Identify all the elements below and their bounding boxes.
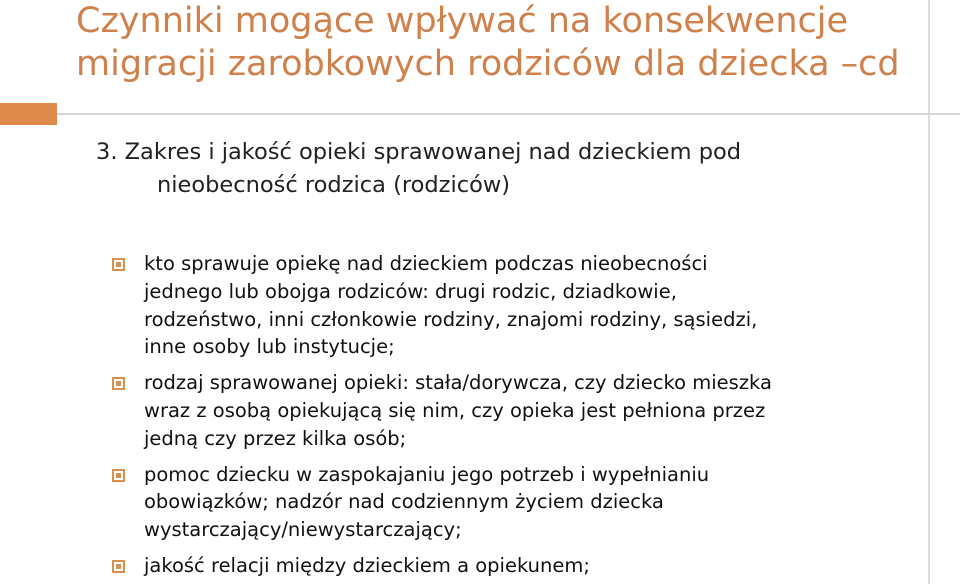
square-bullet-icon: [112, 560, 125, 573]
bullet-line: jakość relacji między dzieckiem a opiekunem;: [144, 553, 590, 577]
square-bullet-icon: [112, 377, 125, 390]
bullet-line: rodzeństwo, inni członkowie rodziny, znajomi rodziny, sąsiedzi,: [144, 307, 758, 331]
bullet-line: pomoc dziecku w zaspokajaniu jego potrzeb i wypełnianiu: [144, 462, 710, 486]
bullet-line: inne osoby lub instytucje;: [144, 335, 395, 359]
bullet-line: jedną czy przez kilka osób;: [144, 426, 407, 450]
section-heading-line-2: nieobecność rodzica (rodziców): [157, 172, 511, 198]
bullet-line: kto sprawuje opiekę nad dzieckiem podczas nieobecności: [144, 252, 708, 275]
section-heading: [96, 136, 896, 202]
slide-title-line-2: migracji zarobkowych rodziców dla dziecka –cd: [76, 44, 900, 84]
bullet-line: wraz z osobą opiekującą się nim, czy opieka jest pełniona przez: [144, 398, 766, 422]
bullet-item: [110, 250, 920, 361]
bullet-item: [110, 369, 920, 452]
title-accent-bar: [0, 103, 57, 125]
slide-right-border: [928, 0, 930, 584]
title-divider: [57, 113, 960, 115]
slide-title-line-1: Czynniki mogące wpływać na konsekwencje: [76, 1, 848, 41]
bullet-line: rodzaj sprawowanej opieki: stała/dorywcza, czy dziecko mieszka: [144, 371, 772, 395]
square-bullet-icon: [112, 469, 125, 482]
bullet-list: [110, 250, 920, 588]
bullet-item: [110, 461, 920, 544]
bullet-line: jednego lub obojga rodziców: drugi rodzic, dziadkowie,: [144, 279, 677, 303]
bullet-line: obowiązków; nadzór nad codziennym życiem dziecka: [144, 490, 664, 514]
bullet-line: wystarczający/niewystarczający;: [144, 518, 462, 542]
slide-title: [76, 0, 936, 86]
bullet-item: [110, 552, 920, 580]
square-bullet-icon: [112, 258, 125, 271]
section-heading-line-1: 3. Zakres i jakość opieki sprawowanej nad dzieckiem pod: [96, 139, 742, 165]
